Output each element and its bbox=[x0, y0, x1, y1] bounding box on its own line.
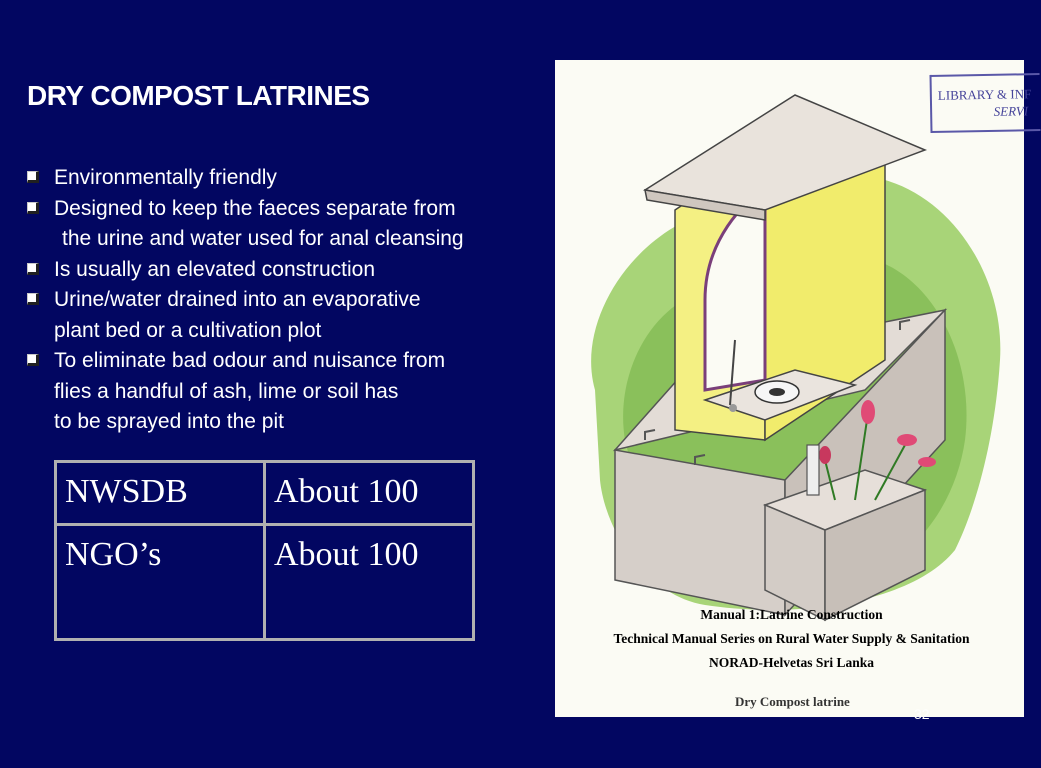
bullet-text: Urine/water drained into an evaporative bbox=[54, 288, 421, 311]
caption-line: Technical Manual Series on Rural Water Supply & Sanitation bbox=[613, 631, 970, 646]
checkbox-bullet-icon bbox=[27, 202, 39, 214]
table-cell-org: NGO’s bbox=[56, 525, 265, 640]
table-cell-count: About 100 bbox=[265, 525, 474, 640]
source-caption bbox=[595, 608, 988, 680]
bullet-text: Is usually an elevated construction bbox=[54, 257, 376, 281]
slide-title: DRY COMPOST LATRINES bbox=[27, 80, 370, 111]
bullet-text: the urine and water used for anal cleansing bbox=[62, 227, 464, 250]
bullet-item bbox=[27, 285, 464, 346]
checkbox-bullet-icon bbox=[27, 293, 39, 305]
bullet-item bbox=[27, 346, 464, 438]
bullet-text: to be sprayed into the pit bbox=[54, 410, 284, 433]
bullet-text: flies a handful of ash, lime or soil has bbox=[54, 379, 399, 403]
bullet-item bbox=[27, 194, 464, 255]
latrine-illustration bbox=[555, 60, 1032, 717]
table-row bbox=[56, 525, 474, 640]
drawing-label: Dry Compost latrine bbox=[735, 694, 850, 709]
stamp-line: SERVI bbox=[993, 103, 1029, 119]
caption-line: Manual 1:Latrine Construction bbox=[700, 607, 883, 622]
library-stamp bbox=[930, 73, 1041, 133]
checkbox-bullet-icon bbox=[27, 354, 39, 366]
checkbox-bullet-icon bbox=[27, 171, 39, 183]
table-cell-org: NWSDB bbox=[56, 462, 265, 525]
table-cell-count: About 100 bbox=[265, 462, 474, 525]
bullet-text: Designed to keep the faeces separate from bbox=[54, 196, 456, 220]
bullet-text: Environmentally friendly bbox=[54, 166, 277, 189]
table-row bbox=[56, 462, 474, 525]
checkbox-bullet-icon bbox=[27, 263, 39, 275]
caption-line: NORAD-Helvetas Sri Lanka bbox=[709, 655, 874, 670]
bullet-item bbox=[27, 163, 464, 194]
slide-number: 32 bbox=[914, 706, 930, 722]
bullet-text: To eliminate bad odour and nuisance from bbox=[54, 349, 446, 372]
bullet-item bbox=[27, 255, 464, 286]
stamp-line: LIBRARY & INF bbox=[937, 86, 1032, 103]
bullet-list bbox=[27, 163, 464, 438]
bullet-text: plant bed or a cultivation plot bbox=[54, 318, 322, 342]
latrine-count-table bbox=[54, 460, 475, 641]
